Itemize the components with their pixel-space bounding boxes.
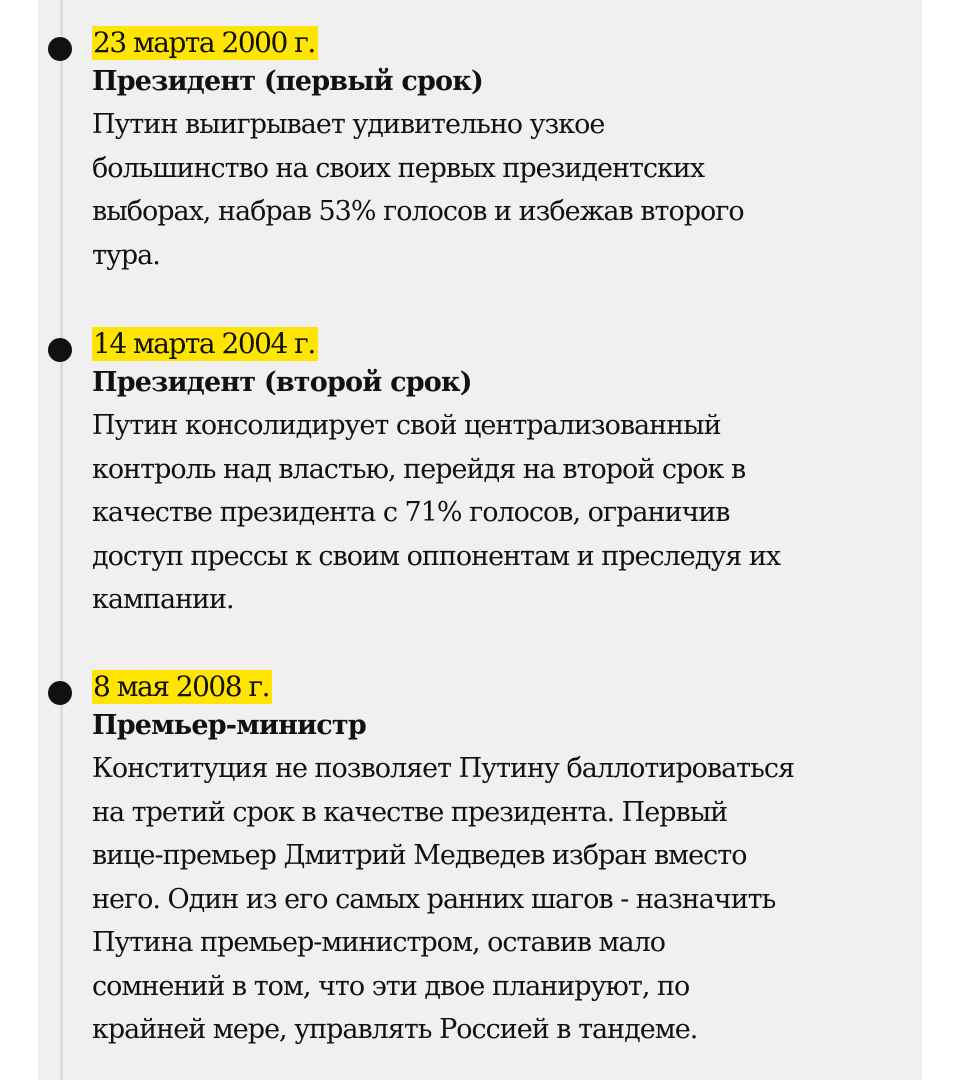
description-line: контроль над властью, перейдя на второй срок в [92,453,746,485]
description-line: Конституция не позволяет Путину баллотироваться [92,753,794,784]
timeline-dot-icon [48,338,72,362]
entry-title: Президент (второй срок) [92,367,472,398]
description-line: Путина премьер-министром, оставив мало [92,927,666,958]
description-line: выборах, набрав 53% голосов и избежав второго [92,196,744,227]
entry-description [92,103,912,277]
timeline-dot-icon [48,681,72,705]
timeline-entry [92,17,912,277]
entry-description [92,747,912,1052]
timeline-entry [92,318,912,622]
timeline-dot-icon [48,37,72,61]
description-line: крайней мере, управлять Россией в тандеме. [92,1014,698,1045]
description-line: на третий срок в качестве президента. Первый [92,796,728,828]
description-line: качестве президента с 71% голосов, ограничив [92,497,730,528]
entry-date: 14 марта 2004 г. [92,327,318,361]
description-line: него. Один из его самых ранних шагов - назначить [92,883,776,915]
timeline-entry [92,661,912,1052]
entry-title: Премьер-министр [92,710,366,741]
description-line: Путин консолидирует свой централизованный [92,410,721,441]
entry-date: 23 марта 2000 г. [92,26,318,60]
description-line: большинство на своих первых президентских [92,152,705,184]
timeline-line [60,0,63,1080]
description-line: кампании. [92,584,234,615]
description-line: тура. [92,239,160,271]
description-line: вице-премьер Дмитрий Медведев избран вместо [92,840,747,871]
entry-description [92,404,912,622]
description-line: Путин выигрывает удивительно узкое [92,109,605,140]
entry-title: Президент (первый срок) [92,66,483,97]
description-line: доступ прессы к своим оппонентам и преследуя их [92,540,781,572]
description-line: сомнений в том, что эти двое планируют, по [92,970,690,1002]
entry-date: 8 мая 2008 г. [92,670,272,704]
